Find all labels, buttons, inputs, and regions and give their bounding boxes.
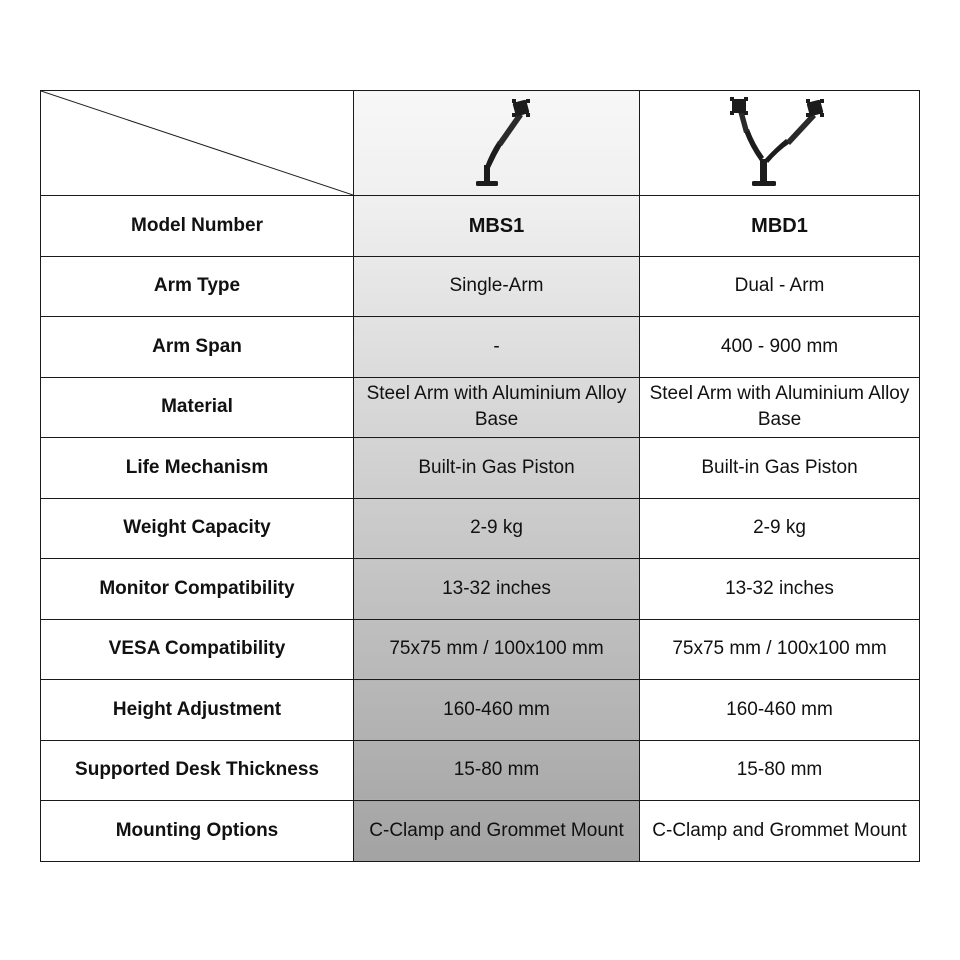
table-row [41,619,920,680]
row-label: Model Number [41,196,354,257]
mbs1-value: Steel Arm with Aluminium Alloy Base [354,377,640,438]
mbs1-value: 13-32 inches [354,559,640,620]
row-label: Mounting Options [41,801,354,862]
mbs1-value: 160-460 mm [354,680,640,741]
mbd1-image-cell [640,91,920,196]
mbd1-value: Steel Arm with Aluminium Alloy Base [640,377,920,438]
mbs1-value: Single-Arm [354,256,640,317]
row-label: Height Adjustment [41,680,354,741]
row-label: Life Mechanism [41,438,354,499]
diagonal-corner-cell [41,91,354,196]
mbs1-value: 2-9 kg [354,498,640,559]
dual-arm-monitor-mount-icon [720,95,840,191]
table-row [41,377,920,438]
table-row [41,740,920,801]
spec-comparison-table [40,90,920,862]
mbs1-image-cell [354,91,640,196]
header-row [41,91,920,196]
row-label: Material [41,377,354,438]
mbs1-value: C-Clamp and Grommet Mount [354,801,640,862]
mbs1-value: - [354,317,640,378]
mbs1-value: 15-80 mm [354,740,640,801]
table-row [41,317,920,378]
row-label: Weight Capacity [41,498,354,559]
row-label: Arm Type [41,256,354,317]
mbd1-value: 400 - 900 mm [640,317,920,378]
table-row [41,438,920,499]
comparison-table-wrapper [40,90,919,862]
table-row [41,559,920,620]
mbd1-value: 13-32 inches [640,559,920,620]
table-row [41,801,920,862]
row-label: Supported Desk Thickness [41,740,354,801]
mbd1-value: Dual - Arm [640,256,920,317]
row-label: Arm Span [41,317,354,378]
table-row [41,256,920,317]
mbs1-value: 75x75 mm / 100x100 mm [354,619,640,680]
mbd1-value: 160-460 mm [640,680,920,741]
mbd1-value: MBD1 [640,196,920,257]
mbd1-value: C-Clamp and Grommet Mount [640,801,920,862]
mbd1-value: 15-80 mm [640,740,920,801]
single-arm-monitor-mount-icon [452,95,542,191]
row-label: VESA Compatibility [41,619,354,680]
mbs1-value: Built-in Gas Piston [354,438,640,499]
table-row [41,498,920,559]
row-label: Monitor Compatibility [41,559,354,620]
table-row [41,196,920,257]
diagonal-line [41,91,353,195]
mbd1-value: 75x75 mm / 100x100 mm [640,619,920,680]
mbd1-value: Built-in Gas Piston [640,438,920,499]
table-row [41,680,920,741]
mbs1-value: MBS1 [354,196,640,257]
mbd1-value: 2-9 kg [640,498,920,559]
